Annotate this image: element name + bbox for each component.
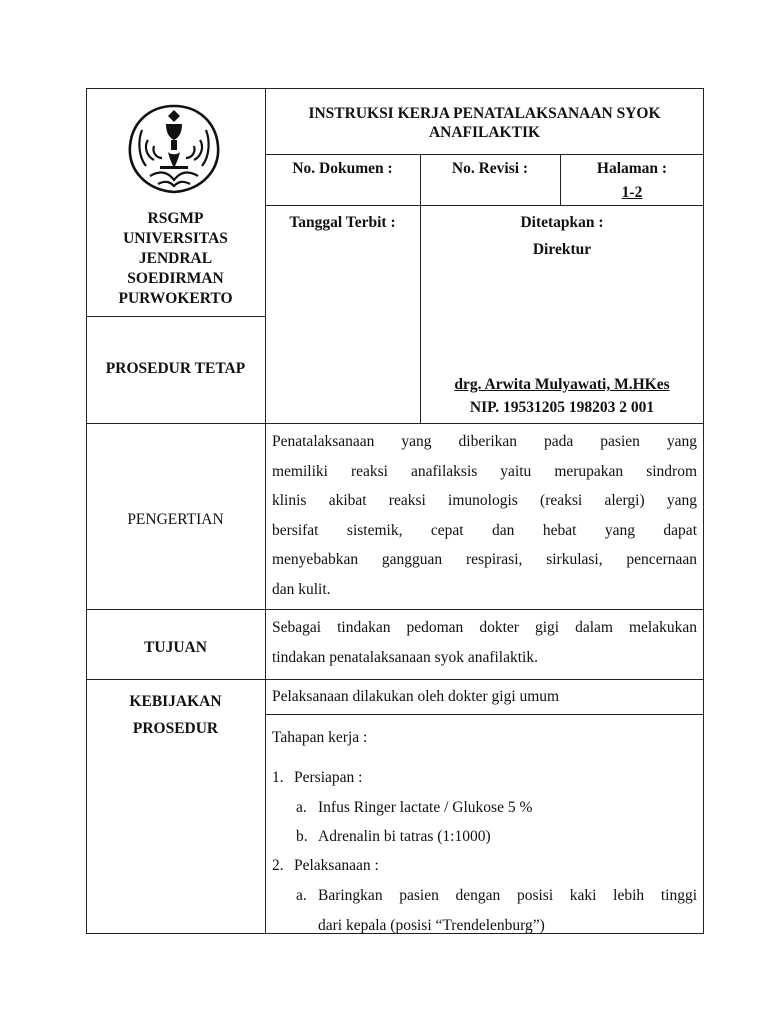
step-2-number: 2. — [272, 857, 284, 874]
tanggal-terbit-label: Tanggal Terbit : — [289, 214, 396, 231]
header-bottom-divider — [86, 423, 704, 424]
title-line-2: ANAFILAKTIK — [428, 124, 541, 141]
institution-line-5: PURWOKERTO — [118, 290, 233, 307]
step-1-label: Persiapan : — [294, 769, 363, 786]
kebijakan-label: KEBIJAKAN — [129, 693, 222, 710]
step-2a-marker: a. — [296, 887, 307, 904]
step-1b-marker: b. — [296, 828, 308, 845]
step-1a-text: Infus Ringer lactate / Glukose 5 % — [318, 799, 533, 816]
institution-divider — [86, 316, 265, 317]
institution-line-4: SOEDIRMAN — [127, 270, 224, 287]
tahapan-kerja: Tahapan kerja : — [272, 729, 368, 746]
prosedur-label: PROSEDUR — [132, 720, 219, 737]
institution-line-3: JENDRAL — [138, 250, 213, 267]
pengertian-line-4: bersifat sistemik, cepat dan hebat yang dapat — [272, 521, 697, 539]
prosedur-tetap-label: PROSEDUR TETAP — [105, 360, 246, 377]
pengertian-line-5: menyebabkan gangguan respirasi, sirkulasi, pencernaan — [272, 551, 697, 568]
kebijakan-bottom-divider — [265, 714, 704, 715]
step-1a-marker: a. — [296, 799, 307, 816]
university-logo — [120, 100, 228, 196]
pengertian-line-2: memiliki reaksi anafilaksis yaitu merupakan sindrom — [272, 462, 697, 480]
title-line-1: INSTRUKSI KERJA PENATALAKSANAAN SYOK — [308, 105, 661, 122]
step-2a-line-2: dari kepala (posisi “Trendelenburg”) — [318, 917, 545, 934]
step-2a-line-1: Baringkan pasien dengan posisi kaki lebih tinggi — [318, 887, 697, 904]
tujuan-bottom-divider — [86, 679, 704, 680]
halaman-value — [560, 184, 704, 202]
tujuan-line-2: tindakan penatalaksanaan syok anafilaktik. — [272, 648, 538, 666]
tujuan-label: TUJUAN — [144, 639, 207, 656]
institution-line-2: UNIVERSITAS — [123, 230, 228, 247]
pengertian-line-3: klinis akibat reaksi imunologis (reaksi alergi) yang — [272, 492, 697, 509]
title-row-divider — [265, 154, 704, 155]
halaman-label: Halaman : — [596, 160, 668, 177]
step-1-number: 1. — [272, 769, 284, 786]
signatory-name-text: drg. Arwita Mulyawati, M.HKes — [454, 376, 670, 393]
pengertian-text — [272, 427, 697, 604]
pengertian-label: PENGERTIAN — [127, 511, 224, 528]
pengertian-line-1: Penatalaksanaan yang diberikan pada pasien yang — [272, 433, 697, 450]
document-title — [265, 104, 704, 142]
institution-line-1: RSGMP — [147, 210, 204, 227]
signatory-name — [420, 376, 704, 394]
kebijakan-text: Pelaksanaan dilakukan oleh dokter gigi umum — [272, 688, 560, 705]
ditetapkan-role: Direktur — [532, 241, 592, 258]
pengertian-bottom-divider — [86, 609, 704, 610]
doc-info-row-divider — [265, 205, 704, 206]
step-2-label: Pelaksanaan : — [294, 857, 379, 874]
halaman-number: 1-2 — [621, 184, 643, 201]
step-1b-text: Adrenalin bi tatras (1:1000) — [318, 828, 491, 845]
institution-name — [86, 209, 265, 309]
pengertian-line-6: dan kulit. — [272, 580, 331, 598]
tujuan-line-1: Sebagai tindakan pedoman dokter gigi dalam melakukan — [272, 619, 697, 636]
ditetapkan-label: Ditetapkan : — [520, 214, 604, 231]
signatory-nip: NIP. 19531205 198203 2 001 — [469, 399, 655, 416]
no-revisi-label: No. Revisi : — [451, 160, 529, 177]
no-dokumen-label: No. Dokumen : — [292, 160, 393, 177]
tujuan-text — [272, 613, 697, 672]
